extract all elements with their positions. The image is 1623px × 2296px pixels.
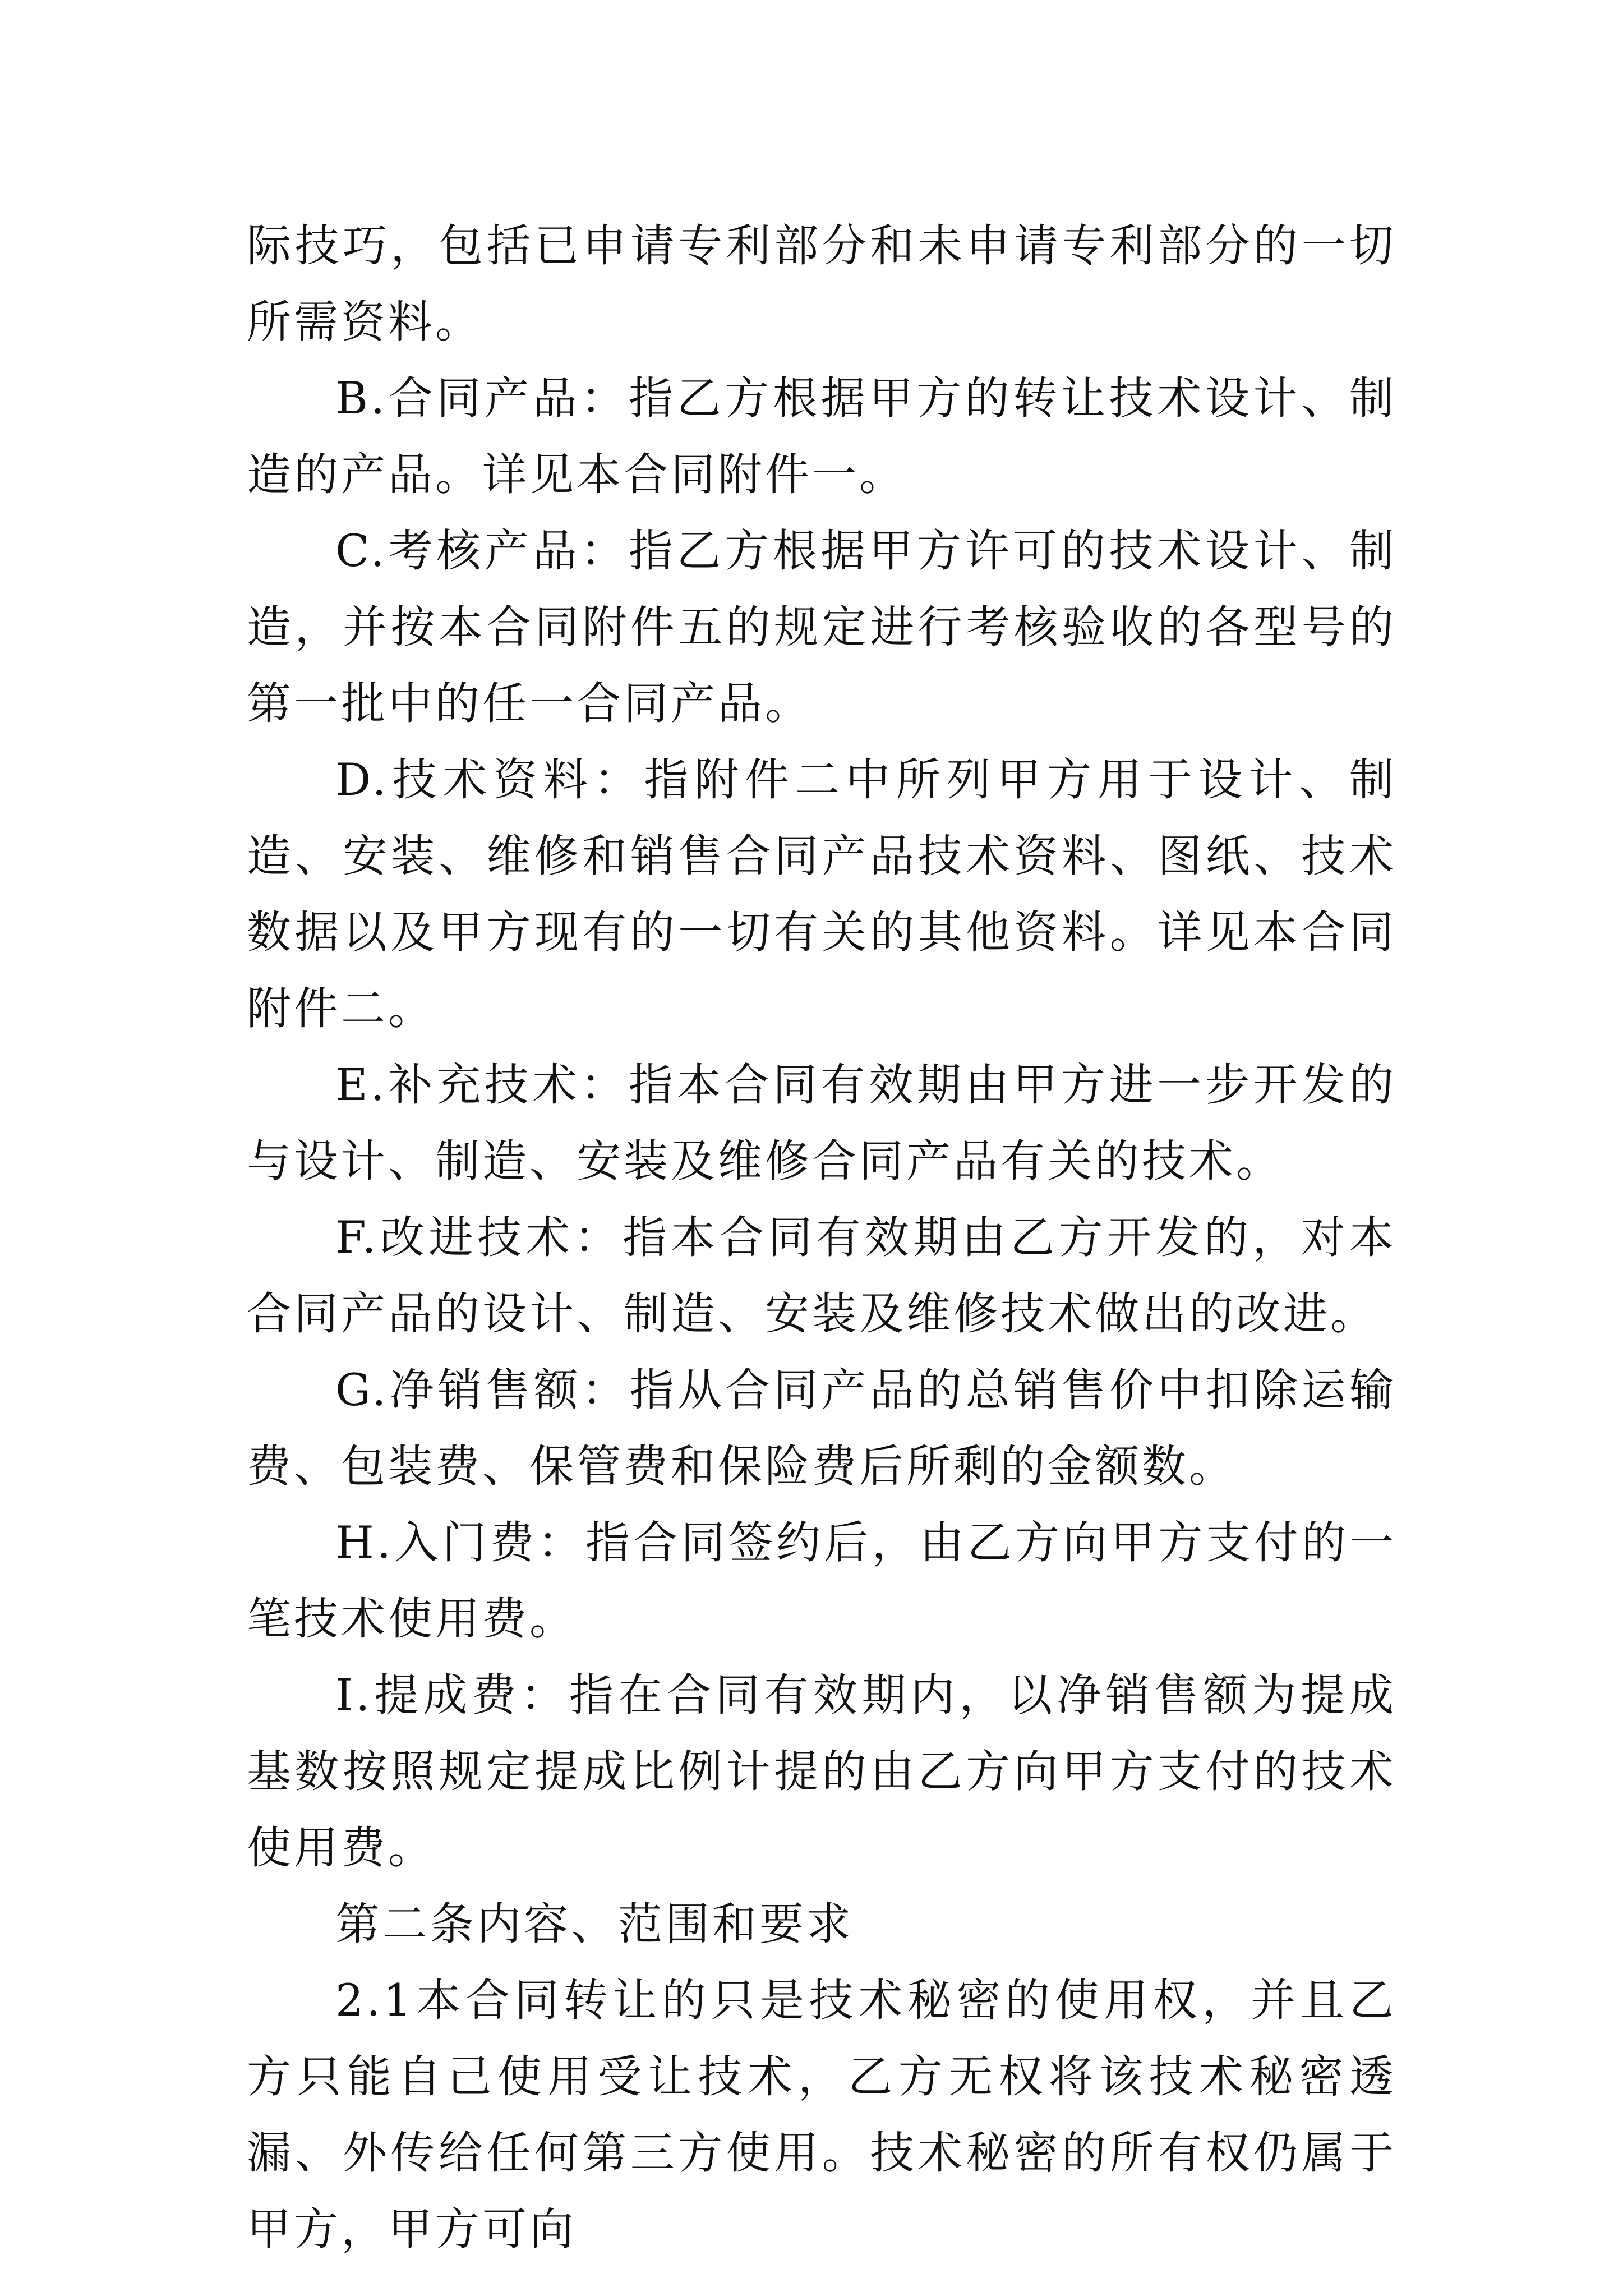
paragraph-c-assessment-product: C.考核产品：指乙方根据甲方许可的技术设计、制造，并按本合同附件五的规定进行考核验收的各型号的第一批中的任一合同产品。 <box>247 525 1396 729</box>
paragraph-d-technical-data: D.技术资料：指附件二中所列甲方用于设计、制造、安装、维修和销售合同产品技术资料、图纸、技术数据以及甲方现有的一切有关的其他资料。详见本合同附件二。 <box>247 754 1396 1034</box>
paragraph-continued: 际技巧，包括已申请专利部分和未申请专利部分的一切所需资料。 <box>247 220 1396 348</box>
paragraph-i-royalty: I.提成费：指在合同有效期内，以净销售额为提成基数按照规定提成比例计提的由乙方向甲方支付的技术使用费。 <box>247 1669 1396 1874</box>
paragraph-2-1: 2.1本合同转让的只是技术秘密的使用权，并且乙方只能自己使用受让技术，乙方无权将该技术秘密透漏、外传给任何第三方使用。技术秘密的所有权仍属于甲方，甲方可向 <box>247 1975 1396 2255</box>
section-heading-article-2: 第二条内容、范围和要求 <box>335 1898 854 1950</box>
paragraph-f-improved-tech: F.改进技术：指本合同有效期由乙方开发的，对本合同产品的设计、制造、安装及维修技术做出的改进。 <box>247 1212 1396 1340</box>
document-body <box>247 208 1396 2267</box>
paragraph-g-net-sales: G.净销售额：指从合同产品的总销售价中扣除运输费、包装费、保管费和保险费后所剩的金额数。 <box>247 1364 1396 1492</box>
paragraph-h-entry-fee: H.入门费：指合同签约后，由乙方向甲方支付的一笔技术使用费。 <box>247 1517 1396 1645</box>
paragraph-b-contract-product: B.合同产品：指乙方根据甲方的转让技术设计、制造的产品。详见本合同附件一。 <box>247 372 1396 500</box>
paragraph-e-supplementary-tech: E.补充技术：指本合同有效期由甲方进一步开发的与设计、制造、安装及维修合同产品有关的技术。 <box>247 1059 1396 1187</box>
